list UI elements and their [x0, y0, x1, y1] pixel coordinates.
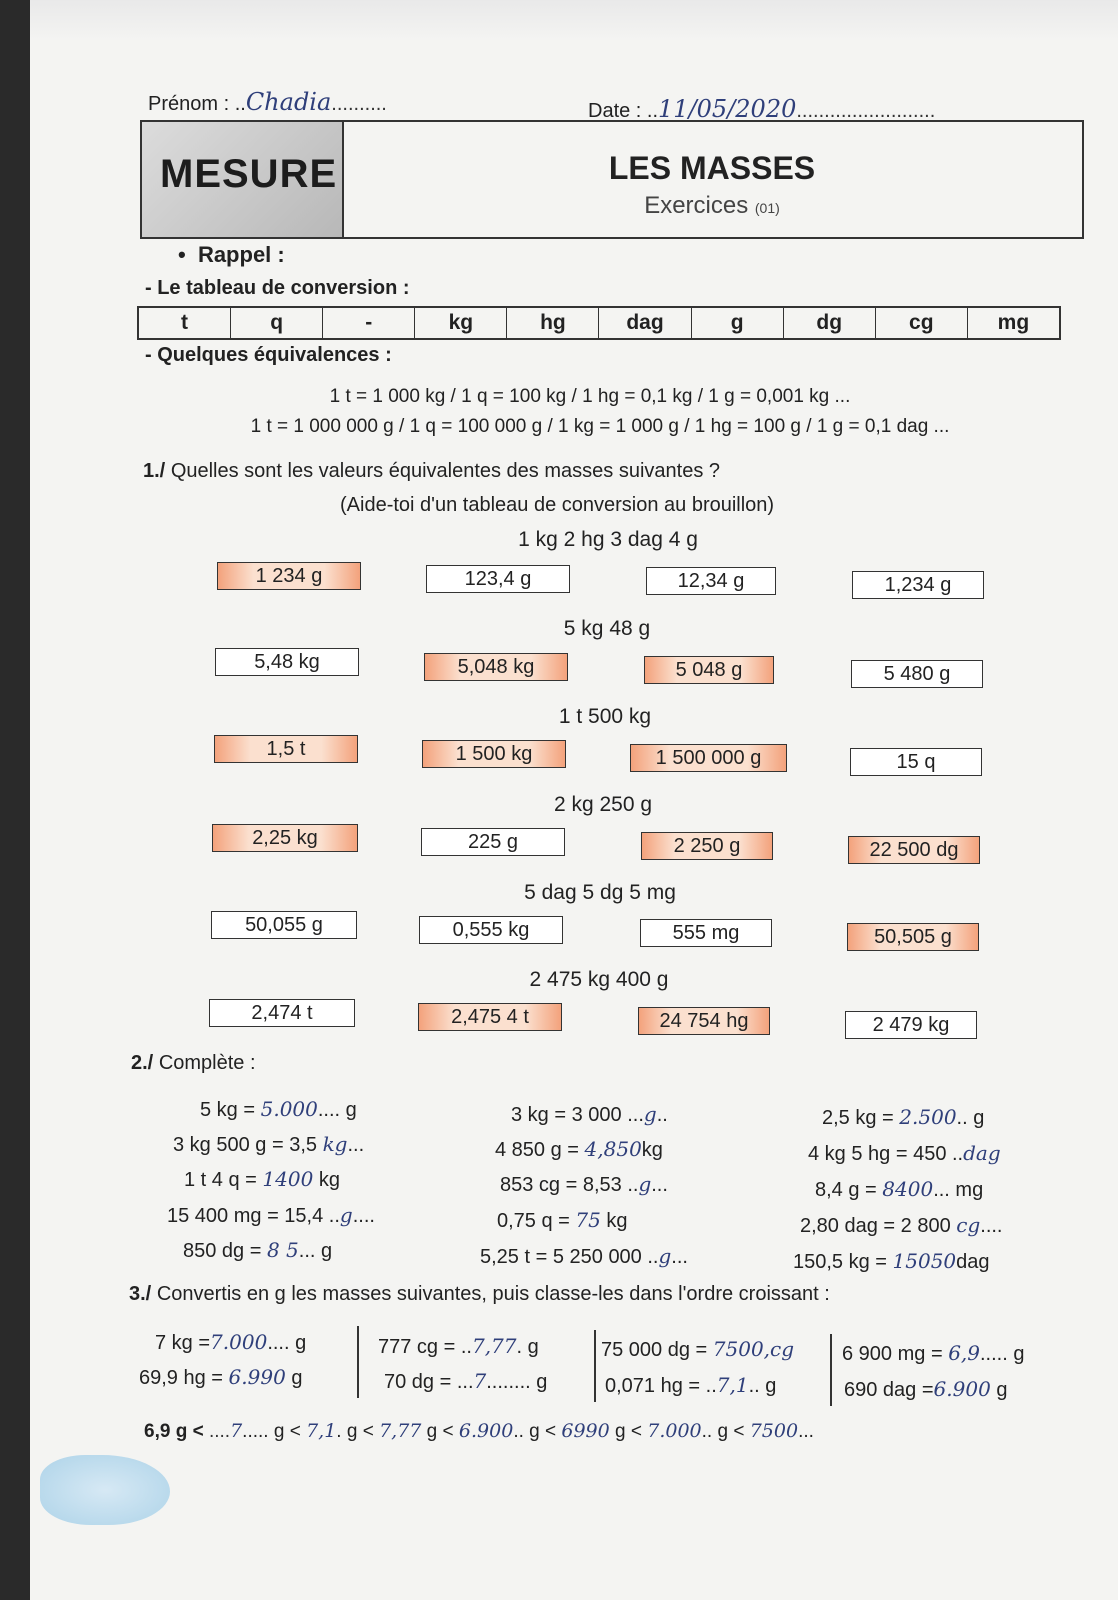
eq-text: ..... g <	[242, 1421, 301, 1442]
handwritten-answer: 75	[575, 1208, 601, 1232]
eq-text: 2,5 kg =	[822, 1107, 900, 1129]
ex2-equation	[800, 1213, 1003, 1238]
eq-text: 3 kg 500 g = 3,5	[173, 1134, 323, 1156]
answer-box: 15 q	[850, 748, 982, 776]
eq-text: ..... g	[980, 1343, 1025, 1365]
eq-text: kg	[313, 1169, 340, 1191]
answer-box: 2 250 g	[641, 832, 773, 860]
eq-text: ........ g	[486, 1371, 548, 1393]
eq-text: ...	[798, 1421, 814, 1442]
answer-box: 5,048 kg	[424, 653, 568, 681]
handwritten-answer: g	[339, 1203, 353, 1227]
ex1-question	[143, 460, 720, 483]
handwritten-answer: 4,850	[584, 1137, 642, 1161]
answer-box: 1 500 kg	[422, 740, 566, 768]
ex1-group-label: 2 kg 250 g	[553, 793, 653, 816]
answer-box: 1 500 000 g	[630, 744, 787, 772]
page-title: LES MASSES	[608, 150, 816, 186]
eq-text: 4 850 g =	[495, 1139, 585, 1161]
ex1-group-label: 1 kg 2 hg 3 dag 4 g	[518, 528, 698, 551]
ex2-equation	[167, 1203, 375, 1228]
ex2-equation	[480, 1244, 688, 1269]
ex2-equation	[173, 1132, 364, 1157]
ex3-equation	[605, 1373, 776, 1398]
ex2-title: Complète :	[158, 1052, 256, 1074]
ex3-title: Convertis en g les masses suivantes, puis classe-les dans l'ordre croissant :	[156, 1283, 830, 1305]
ex2-equation	[793, 1249, 990, 1274]
eq-text: 777 cg = ..	[378, 1336, 472, 1358]
eq-text: 70 dg = ...	[384, 1371, 474, 1393]
handwritten-answer: 7,1	[716, 1373, 749, 1397]
handwritten-answer: 7,77	[471, 1334, 517, 1358]
handwritten-answer: 6990	[561, 1420, 610, 1442]
eq-text: 4 kg 5 hg = 450 ..	[808, 1143, 964, 1165]
ex3-equation	[155, 1330, 306, 1355]
ex2-equation	[511, 1102, 668, 1127]
eq-text: . g	[516, 1336, 539, 1358]
ex1-group-label: 1 t 500 kg	[558, 705, 652, 728]
bullet: •	[178, 242, 186, 267]
handwritten-answer: 7	[230, 1420, 243, 1442]
divider	[357, 1326, 359, 1398]
logo-panel	[142, 122, 344, 237]
eq-text: ....	[980, 1215, 1003, 1237]
logo: MESURE	[160, 152, 338, 196]
scan-edge	[0, 0, 30, 1600]
subtitle-num: (01)	[754, 200, 780, 216]
ex3-equation	[378, 1334, 539, 1359]
conv-cell: dag	[599, 308, 691, 338]
ex3-equation	[844, 1377, 1007, 1402]
ex1-group-label: 2 475 kg 400 g	[529, 968, 669, 991]
conv-cell: g	[692, 308, 784, 338]
answer-box: 50,505 g	[847, 923, 979, 951]
ex2-equation	[822, 1105, 984, 1130]
eq-text: 0,75 q =	[497, 1210, 576, 1232]
handwritten-answer: 6.900	[933, 1377, 991, 1401]
handwritten-answer: 7,1	[306, 1420, 337, 1442]
eq-text: 15 400 mg = 15,4 ..	[167, 1205, 340, 1227]
equiv-label: - Quelques équivalences :	[145, 344, 392, 366]
page-subtitle	[342, 192, 1082, 220]
handwritten-answer: 6,9	[948, 1341, 980, 1365]
eq-text: dag	[956, 1251, 990, 1273]
equiv-line-2: 1 t = 1 000 000 g / 1 q = 100 000 g / 1 kg = 1 000 g / 1 hg = 100 g / 1 g = 0,1 dag ...	[250, 416, 950, 437]
eq-text: .. g	[956, 1107, 985, 1129]
handwritten-answer: 7	[473, 1369, 487, 1393]
header-box	[140, 120, 1084, 239]
eq-text: g <	[421, 1421, 454, 1442]
handwritten-answer: 7500	[749, 1420, 799, 1442]
ex1-group-label: 5 kg 48 g	[563, 617, 651, 640]
answer-box: 5 480 g	[851, 660, 983, 688]
ex3-equation	[842, 1341, 1024, 1366]
ex1-number: 1./	[143, 460, 166, 482]
ex1-hint: (Aide-toi d'un tableau de conversion au brouillon)	[340, 494, 775, 516]
handwritten-answer: g	[658, 1244, 672, 1268]
handwritten-answer: 7,77	[379, 1420, 422, 1442]
eq-text: .. g	[748, 1375, 777, 1397]
conv-cell: kg	[415, 308, 507, 338]
ex2-equation	[497, 1208, 628, 1233]
subtitle-text: Exercices	[644, 192, 749, 219]
ex2-equation	[200, 1097, 357, 1122]
eq-text: . g <	[336, 1421, 374, 1442]
conv-cell: mg	[997, 311, 1030, 334]
answer-box: 5 048 g	[644, 656, 774, 684]
answer-box: 50,055 g	[211, 911, 357, 939]
decorative-sticker	[40, 1455, 170, 1525]
eq-text: 3 kg = 3 000 ...	[511, 1104, 644, 1126]
eq-text: 150,5 kg =	[793, 1251, 893, 1273]
rappel-heading	[178, 242, 285, 268]
date-value: 11/05/2020	[658, 95, 797, 123]
answer-box: 123,4 g	[426, 565, 570, 593]
divider	[830, 1334, 832, 1406]
eq-text: 0,071 hg = ..	[605, 1375, 717, 1397]
eq-text: 69,9 hg =	[139, 1367, 229, 1389]
answer-box: 24 754 hg	[638, 1007, 770, 1035]
eq-text: 8,4 g =	[815, 1179, 883, 1201]
rappel-title: Rappel :	[197, 242, 285, 267]
eq-text: ...	[651, 1174, 668, 1196]
answer-box: 2,475 4 t	[418, 1003, 562, 1031]
date-dots: .........................	[796, 100, 936, 122]
ex1-question-text: Quelles sont les valeurs équivalentes des masses suivantes ?	[170, 460, 720, 482]
ex2-equation	[184, 1167, 340, 1192]
conv-cell: cg	[876, 308, 968, 338]
handwritten-answer: g	[643, 1102, 657, 1126]
conv-cell: dg	[784, 308, 876, 338]
ex3-equation	[601, 1337, 794, 1362]
eq-text: .... g	[317, 1099, 357, 1121]
eq-text: ... g	[298, 1240, 333, 1262]
answer-box: 2,25 kg	[212, 824, 358, 852]
ex2-equation	[500, 1172, 668, 1197]
handwritten-answer: 7500,cg	[712, 1337, 795, 1361]
eq-text: ...	[671, 1246, 688, 1268]
ex2-equation	[815, 1177, 983, 1202]
conversion-table	[137, 306, 1061, 340]
ex3-equation	[139, 1365, 302, 1390]
ex2-equation	[183, 1238, 332, 1263]
ex2-number: 2./	[131, 1052, 154, 1074]
ex3-order-line	[144, 1420, 814, 1443]
eq-text: g <	[609, 1421, 642, 1442]
handwritten-answer: cg	[956, 1213, 981, 1237]
order-dots: ....	[208, 1421, 231, 1442]
answer-box: 1,234 g	[852, 571, 984, 599]
equiv-line-1: 1 t = 1 000 kg / 1 q = 100 kg / 1 hg = 0,1 kg / 1 g = 0,001 kg ...	[329, 386, 851, 407]
answer-box: 1,5 t	[214, 735, 358, 763]
prenom-dots: ..........	[331, 93, 387, 115]
eq-text: .... g	[267, 1332, 307, 1354]
prenom-label: Prénom : ..	[148, 93, 246, 115]
date-label: Date : ..	[588, 100, 659, 122]
eq-text: .. g <	[513, 1421, 557, 1442]
eq-text: 1 t 4 q =	[184, 1169, 263, 1191]
eq-text: 7 kg =	[155, 1332, 211, 1354]
eq-text: .. g <	[701, 1421, 745, 1442]
eq-text: ...	[347, 1134, 365, 1156]
handwritten-answer: g	[638, 1172, 652, 1196]
handwritten-answer: kg	[322, 1132, 348, 1156]
eq-text: kg	[600, 1210, 628, 1232]
scan-top-shadow	[0, 0, 1118, 40]
eq-text: 853 cg = 8,53 ..	[500, 1174, 639, 1196]
eq-text: 75 000 dg =	[601, 1339, 713, 1361]
handwritten-answer: 6.900	[458, 1420, 514, 1442]
handwritten-answer: 7.000	[647, 1420, 702, 1442]
answer-box: 225 g	[421, 828, 565, 856]
eq-text: 6 900 mg =	[842, 1343, 949, 1365]
conv-cell: t	[139, 308, 231, 338]
answer-box: 22 500 dg	[848, 836, 980, 864]
ex1-group-label: 5 dag 5 dg 5 mg	[524, 881, 676, 904]
eq-text: 690 dag =	[844, 1379, 934, 1401]
handwritten-answer: dag	[963, 1141, 1001, 1165]
handwritten-answer: 5.000	[260, 1097, 318, 1121]
eq-text: kg	[641, 1139, 663, 1161]
ex2-heading	[131, 1052, 256, 1075]
conv-cell: -	[323, 308, 415, 338]
handwritten-answer: 2.500	[899, 1105, 957, 1129]
divider	[594, 1330, 596, 1402]
handwritten-answer: 15050	[892, 1249, 957, 1273]
ex2-equation	[808, 1141, 1001, 1166]
answer-box: 5,48 kg	[215, 648, 359, 676]
answer-box: 2,474 t	[209, 999, 355, 1027]
handwritten-answer: 8400	[882, 1177, 934, 1201]
eq-text: g	[285, 1367, 303, 1389]
handwritten-answer: 6.990	[228, 1365, 286, 1389]
prenom-value: Chadia	[245, 88, 332, 116]
ex3-heading	[129, 1283, 830, 1306]
answer-box: 12,34 g	[646, 567, 776, 595]
ex3-number: 3./	[129, 1283, 152, 1305]
answer-box: 2 479 kg	[845, 1011, 977, 1039]
eq-text: ... mg	[933, 1179, 984, 1201]
eq-text: 5 kg =	[200, 1099, 261, 1121]
eq-text: ....	[352, 1205, 375, 1227]
handwritten-answer: 8 5	[266, 1238, 299, 1262]
answer-box: 1 234 g	[217, 562, 361, 590]
eq-text: 2,80 dag = 2 800	[800, 1215, 957, 1237]
answer-box: 0,555 kg	[419, 916, 563, 944]
order-start: 6,9 g <	[144, 1421, 204, 1442]
handwritten-answer: 1400	[262, 1167, 314, 1191]
conv-cell: hg	[507, 308, 599, 338]
eq-text: g	[990, 1379, 1008, 1401]
eq-text: 5,25 t = 5 250 000 ..	[480, 1246, 659, 1268]
ex2-equation	[495, 1137, 663, 1162]
date-line	[588, 95, 935, 123]
conv-cell: q	[231, 308, 323, 338]
table-label: - Le tableau de conversion :	[145, 277, 410, 299]
ex3-equation	[384, 1369, 547, 1394]
answer-box: 555 mg	[640, 919, 772, 947]
eq-text: 850 dg =	[183, 1240, 267, 1262]
handwritten-answer: 7.000	[210, 1330, 268, 1354]
eq-text: ..	[656, 1104, 668, 1126]
prenom-line	[148, 88, 387, 116]
